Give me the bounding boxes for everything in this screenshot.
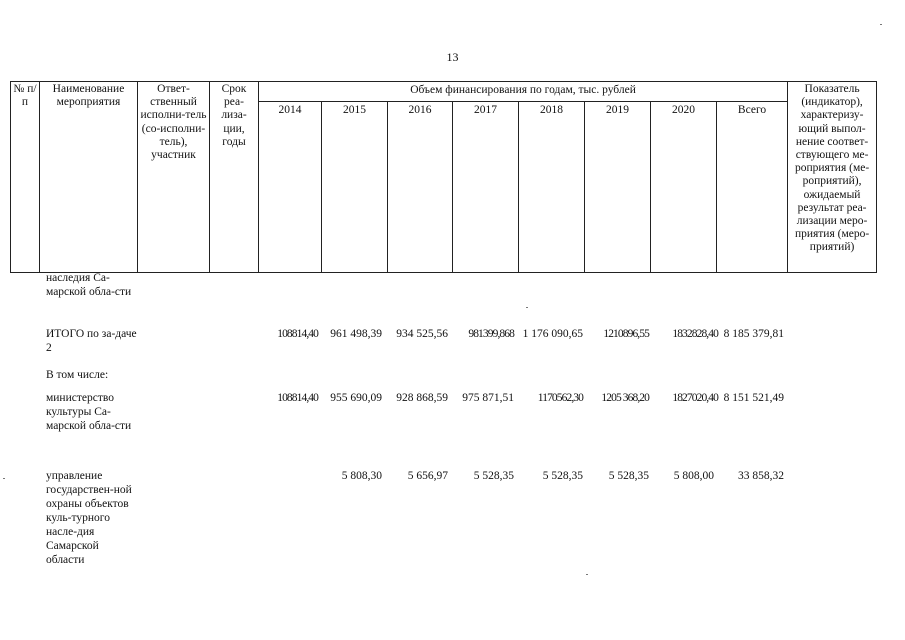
- department-2019: 5 528,35: [608, 470, 649, 482]
- page-number: 13: [446, 50, 459, 64]
- ministry-2017: 975 871,51: [462, 392, 514, 404]
- department-2017: 5 528,35: [473, 470, 514, 482]
- header-indicator: Показатель (индикатор), характеризу-ющий выпол-нение соответ-ствующего ме-роприятия (ме-роприятий), ожидаемый результат реа-лизации меро-приятия (меро-приятий): [788, 82, 877, 273]
- ministry-2018: 1170562,30: [537, 392, 583, 404]
- department-2015: 5 808,30: [341, 470, 382, 482]
- funding-table-header: [10, 81, 877, 273]
- department-row-label: управление государствен-ной охраны объектов куль-турного насле-дия Самарской области: [46, 470, 132, 566]
- including-label: В том числе:: [46, 369, 109, 381]
- department-2020: 5 808,00: [673, 470, 714, 482]
- header-activity-name: Наименование мероприятия: [40, 82, 138, 273]
- header-executor: Ответ-ственный исполни-тель (со-исполни-тель), участник: [138, 82, 210, 273]
- ministry-2015: 955 690,09: [330, 392, 382, 404]
- ministry-2020: 1827020,40: [672, 392, 718, 404]
- header-year-2016: 2016: [388, 102, 453, 273]
- header-year-2020: 2020: [651, 102, 717, 273]
- total-2017: 981399,868: [468, 328, 514, 340]
- header-year-2015: 2015: [322, 102, 388, 273]
- header-year-2018: 2018: [519, 102, 585, 273]
- scan-speck: [526, 307, 528, 308]
- header-funding: Объем финансирования по годам, тыс. рублей: [259, 82, 788, 102]
- total-all: 8 185 379,81: [723, 328, 784, 340]
- ministry-2014: 108814,40: [277, 392, 318, 404]
- department-2018: 5 528,35: [542, 470, 583, 482]
- ministry-2016: 928 868,59: [396, 392, 448, 404]
- scan-speck: [3, 478, 5, 479]
- total-2014: 108814,40: [277, 328, 318, 340]
- continuation-text: наследия Са-марской обла-сти: [46, 272, 132, 298]
- ministry-row-label: министерство культуры Са-марской обла-сти: [46, 392, 132, 432]
- header-total: Всего: [717, 102, 788, 273]
- header-year-2017: 2017: [453, 102, 519, 273]
- department-all: 33 858,32: [738, 470, 784, 482]
- total-2015: 961 498,39: [330, 328, 382, 340]
- total-row-label: ИТОГО по за-даче 2: [46, 328, 137, 354]
- scan-speck: [586, 574, 588, 575]
- total-2018: 1 176 090,65: [522, 328, 583, 340]
- ministry-2019: 1205 368,20: [601, 392, 649, 404]
- scan-speck: [880, 24, 882, 25]
- header-number: № п/п: [11, 82, 40, 273]
- header-year-2019: 2019: [585, 102, 651, 273]
- ministry-all: 8 151 521,49: [723, 392, 784, 404]
- header-year-2014: 2014: [259, 102, 322, 273]
- total-2016: 934 525,56: [396, 328, 448, 340]
- department-2016: 5 656,97: [407, 470, 448, 482]
- total-2019: 1210896,55: [603, 328, 649, 340]
- total-2020: 1832828,40: [672, 328, 718, 340]
- header-term: Срок реа-лиза-ции, годы: [210, 82, 259, 273]
